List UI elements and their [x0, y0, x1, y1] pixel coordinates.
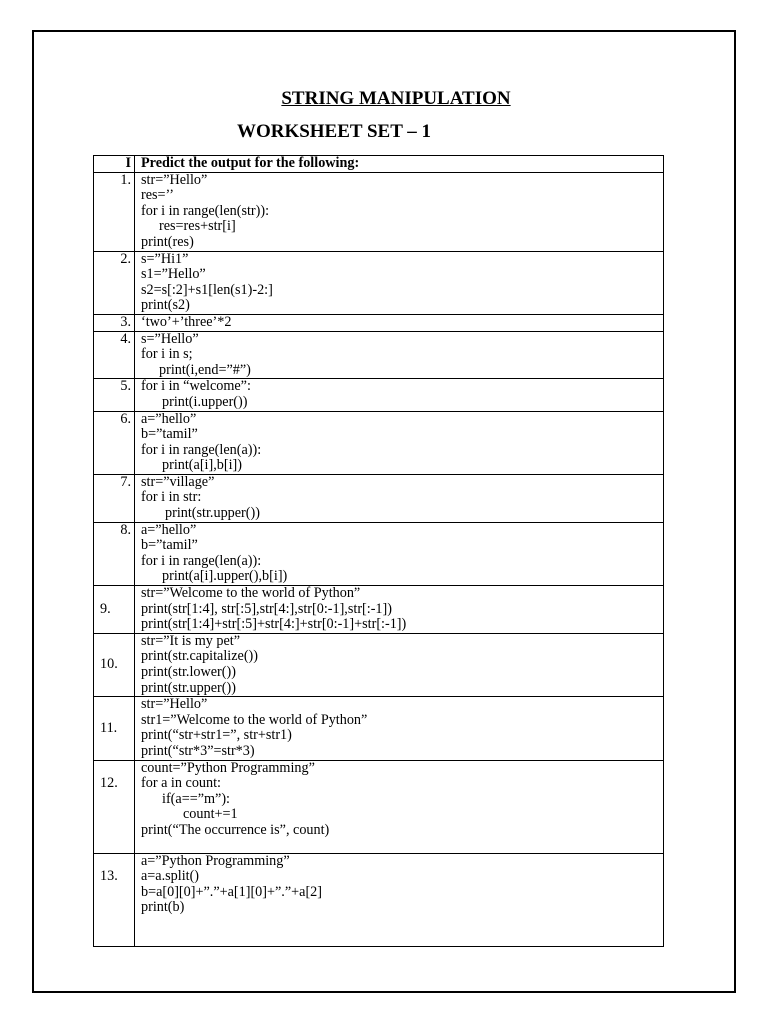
code-line: for i in str: [141, 489, 202, 506]
code-line: s=”Hello” [141, 330, 199, 347]
question-code [135, 379, 664, 411]
question-row-8 [94, 522, 664, 585]
question-number: 5. [94, 379, 135, 411]
code-line: print(str[1:4], str[:5],str[4:],str[0:-1],str[:-1]) [141, 600, 392, 617]
question-row-9 [94, 586, 664, 634]
question-number: 12. [94, 760, 135, 853]
code-line: str1=”Welcome to the world of Python” [141, 711, 368, 728]
code-line: for i in range(len(a)): [141, 552, 262, 569]
header-number: I [94, 156, 135, 173]
code-line: print(str.capitalize()) [141, 648, 258, 665]
question-code [135, 411, 664, 474]
question-number: 4. [94, 331, 135, 379]
code-line: str=”Welcome to the world of Python” [141, 585, 361, 602]
code-line: print(a[i].upper(),b[i]) [162, 568, 288, 585]
code-line: b=”tamil” [141, 426, 198, 443]
question-code [135, 172, 664, 251]
code-line: a=”hello” [141, 521, 197, 538]
question-number: 13. [94, 853, 135, 946]
question-code [135, 522, 664, 585]
question-number: 2. [94, 251, 135, 314]
code-line: print(i.upper()) [162, 393, 248, 410]
question-code [135, 314, 664, 331]
code-line: b=a[0][0]+”.”+a[1][0]+”.”+a[2] [141, 883, 322, 900]
question-number: 8. [94, 522, 135, 585]
code-line: count+=1 [183, 806, 238, 823]
question-row-4 [94, 331, 664, 379]
code-line: for i in range(len(str)): [141, 202, 270, 219]
code-line: print(b) [141, 899, 185, 916]
question-row-5 [94, 379, 664, 411]
code-line: str=”It is my pet” [141, 632, 241, 649]
question-row-6 [94, 411, 664, 474]
question-row-12 [94, 760, 664, 853]
code-line: for i in “welcome”: [141, 378, 251, 395]
code-line: s=”Hi1” [141, 250, 189, 267]
code-line: res=res+str[i] [159, 218, 236, 235]
code-line: b=”tamil” [141, 537, 198, 554]
code-line: print(str.upper()) [141, 679, 236, 696]
question-code [135, 586, 664, 634]
question-number: 7. [94, 474, 135, 522]
worksheet-table [93, 155, 664, 947]
code-line: print(“str*3”=str*3) [141, 742, 255, 759]
code-line: a=a.split() [141, 868, 200, 885]
question-row-2 [94, 251, 664, 314]
code-line: str=”village” [141, 473, 215, 490]
code-line: print(res) [141, 233, 194, 250]
question-code [135, 697, 664, 760]
question-number: 1. [94, 172, 135, 251]
code-line: ‘two’+’three’*2 [141, 313, 232, 330]
question-code [135, 474, 664, 522]
code-line: print(str.upper()) [165, 505, 260, 522]
header-instruction: Predict the output for the following: [135, 156, 664, 173]
code-line: print(a[i],b[i]) [162, 457, 242, 474]
code-line: print(s2) [141, 297, 190, 314]
code-line: str=”Hello” [141, 696, 208, 713]
code-line: print(“str+str1=”, str+str1) [141, 727, 292, 744]
question-code [135, 853, 664, 946]
question-row-13 [94, 853, 664, 946]
code-line: s1=”Hello” [141, 266, 206, 283]
code-line: str=”Hello” [141, 171, 208, 188]
question-row-7 [94, 474, 664, 522]
question-row-11 [94, 697, 664, 760]
question-code [135, 331, 664, 379]
code-line: print(str[1:4]+str[:5]+str[4:]+str[0:-1]+str[:-1]) [141, 616, 407, 633]
question-number: 10. [94, 633, 135, 696]
question-number: 9. [94, 586, 135, 634]
table-header-row [94, 156, 664, 173]
worksheet-subtitle: WORKSHEET SET – 1 [236, 121, 432, 142]
code-line: res=’’ [141, 187, 174, 204]
question-number: 3. [94, 314, 135, 331]
question-code [135, 760, 664, 853]
question-row-10 [94, 633, 664, 696]
question-number: 6. [94, 411, 135, 474]
code-line: s2=s[:2]+s1[len(s1)-2:] [141, 281, 273, 298]
code-line: for a in count: [141, 775, 221, 792]
code-line: a=”hello” [141, 410, 197, 427]
question-code [135, 251, 664, 314]
question-code [135, 633, 664, 696]
question-number: 11. [94, 697, 135, 760]
question-row-3 [94, 314, 664, 331]
code-line: for i in s; [141, 346, 193, 363]
code-line: print(i,end=”#”) [159, 361, 251, 378]
worksheet-title: STRING MANIPULATION [281, 88, 511, 109]
code-line: a=”Python Programming” [141, 852, 290, 869]
code-line: for i in range(len(a)): [141, 441, 262, 458]
code-line: print(str.lower()) [141, 664, 236, 680]
question-row-1 [94, 172, 664, 251]
code-line: if(a==”m”): [162, 790, 230, 807]
code-line: count=”Python Programming” [141, 759, 315, 776]
code-line: print(“The occurrence is”, count) [141, 821, 330, 838]
